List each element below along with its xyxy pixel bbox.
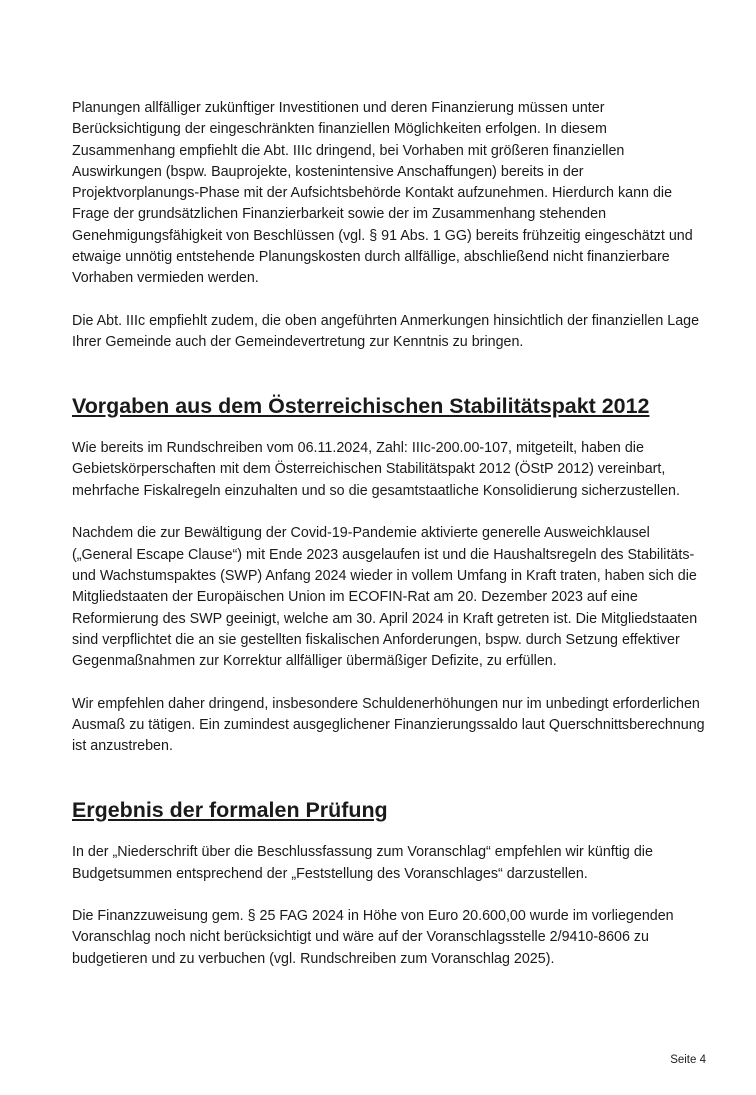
paragraph-escape-clause: Nachdem die zur Bewältigung der Covid-19-Pandemie aktivierte generelle Ausweichklausel („General Escape Clause“) mit Ende 2023 ausgelaufen ist und die Haushaltsregeln des Stabilitäts- und Wachstumspaktes (SWP) Anfang 2024 wieder in vollem Umfang in Kraft traten, haben sich die Mitgliedstaaten der Europäischen Union im ECOFIN-Rat am 20. Dezember 2023 auf eine Reformierung des SWP geeinigt, welche am 30. April 2024 in Kraft getreten ist. Die Mitgliedstaaten sind verpflichtet die an sie gestellten fiskalischen Anforderungen, bspw. durch Setzung effektiver Gegenmaßnahmen zur Korrektur allfälliger übermäßiger Defizite, zu erfüllen. (72, 525, 698, 670)
paragraph-financial-allocation: Die Finanzzuweisung gem. § 25 FAG 2024 in Höhe von Euro 20.600,00 wurde im vorliegenden Voranschlag noch nicht berücksichtigt und wäre auf der Voranschlagsstelle 2/9410-8606 zu budgetieren und zu verbuchen (vgl. Rundschreiben zum Voranschlag 2025). (72, 908, 674, 967)
paragraph-debt-recommendation: Wir empfehlen daher dringend, insbesondere Schuldenerhöhungen nur im unbedingt erforderlichen Ausmaß zu tätigen. Ein zumindest ausgeglichener Finanzierungssaldo laut Querschnittsberechnung ist anzustreben. (72, 695, 705, 755)
paragraph-budget-minutes: In der „Niederschrift über die Beschlussfassung zum Voranschlag“ empfehlen wir künftig die Budgetsummen entsprechend der „Feststellung des Voranschlages“ darzustellen. (72, 844, 653, 882)
page-number: Seite 4 (670, 1054, 706, 1066)
section-heading-stability-pact: Vorgaben aus dem Österreichischen Stabilitätspakt 2012 (72, 393, 650, 418)
paragraph-circular-reference: Wie bereits im Rundschreiben vom 06.11.2024, Zahl: IIIc-200.00-107, mitgeteilt, haben die Gebietskörperschaften mit dem Österreichischen Stabilitätspakt 2012 (ÖStP 2012) vereinbart, mehrfache Fiskalregeln einzuhalten und so die gesamtstaatliche Konsolidierung sicherzustellen. (72, 440, 680, 499)
document-body (72, 98, 712, 991)
paragraph-investment-planning: Planungen allfälliger zukünftiger Investitionen und deren Finanzierung müssen unter Berücksichtigung der eingeschränkten finanziellen Möglichkeiten erfolgen. In diesem Zusammenhang empfiehlt die Abt. IIIc dringend, bei Vorhaben mit größeren finanziellen Auswirkungen (bspw. Bauprojekte, kostenintensive Anschaffungen) bereits in der Projektvorplanungs-Phase mit der Aufsichtsbehörde Kontakt aufzunehmen. Hierdurch kann die Frage der grundsätzlichen Finanzierbarkeit sowie der im Zusammenhang stehenden Genehmigungsfähigkeit von Beschlüssen (vgl. § 91 Abs. 1 GG) bereits frühzeitig eingeschätzt und etwaige unnötig entstehende Planungskosten durch allfällige, abschließend nicht finanzierbare Vorhaben vermieden werden. (72, 100, 693, 287)
section-heading-formal-review: Ergebnis der formalen Prüfung (72, 797, 388, 822)
paragraph-municipal-council-note: Die Abt. IIIc empfiehlt zudem, die oben angeführten Anmerkungen hinsichtlich der finanziellen Lage Ihrer Gemeinde auch der Gemeindevertretung zur Kenntnis zu bringen. (72, 312, 700, 351)
